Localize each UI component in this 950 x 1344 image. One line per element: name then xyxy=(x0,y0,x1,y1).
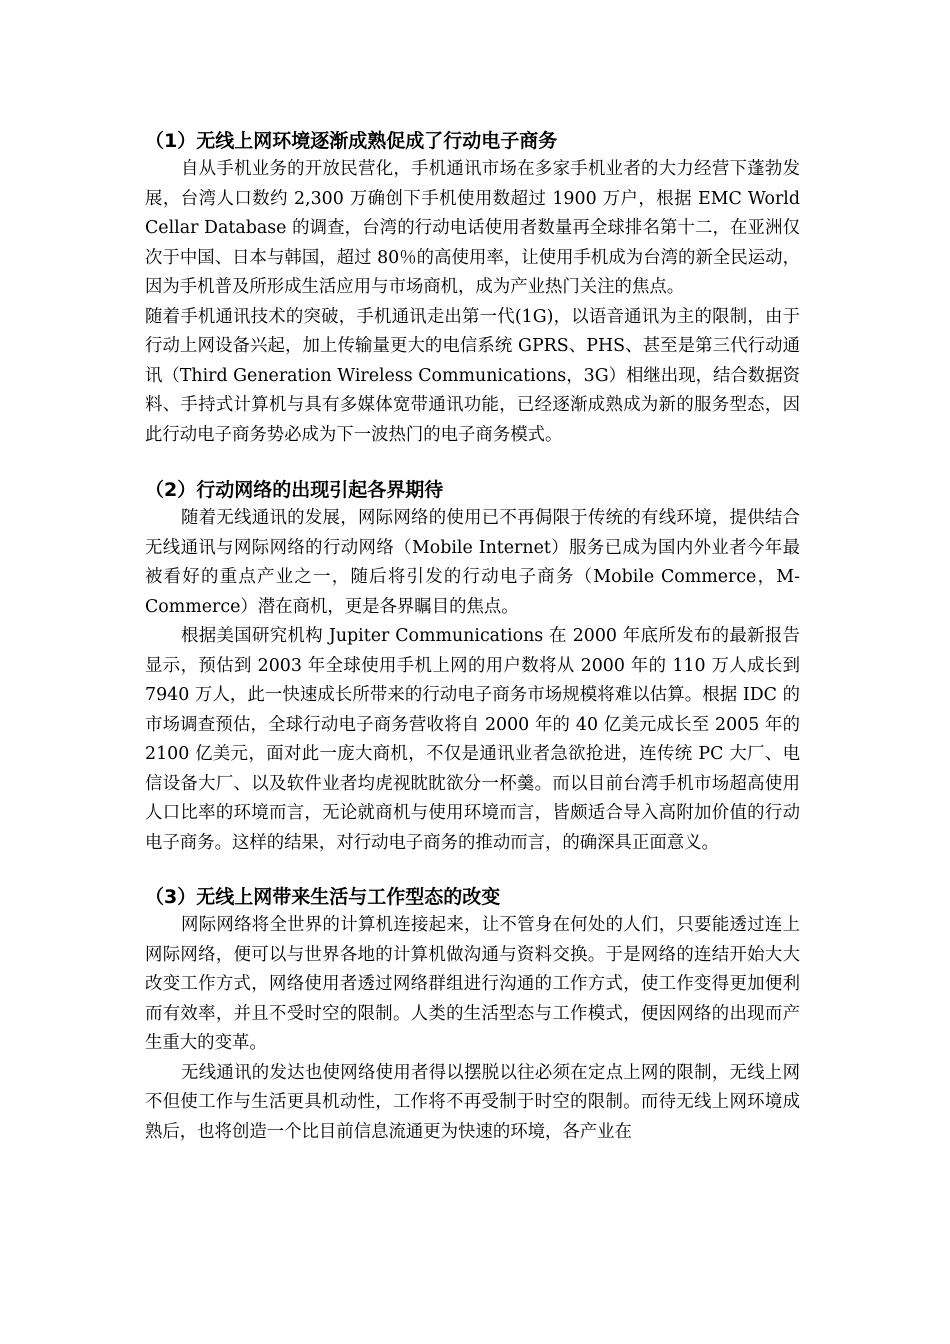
section-1-paragraph-2: 随着手机通讯技术的突破，手机通讯走出第一代(1G)，以语音通讯为主的限制，由于行动上网设备兴起，加上传输量更大的电信系统 GPRS、PHS、甚至是第三代行动通讯（Third Generation Wireless Communications，3G）相继出现，结合数据资料、手持式计算机与具有多媒体宽带通讯功能，已经逐渐成熟成为新的服务型态，因此行动电子商务势必成为下一波热门的电子商务模式。 xyxy=(145,306,800,445)
section-1-paragraph-1: 自从手机业务的开放民营化，手机通讯市场在多家手机业者的大力经营下蓬勃发展，台湾人口数约 2,300 万确创下手机使用数超过 1900 万户，根据 EMC World Cellar Database 的调查，台湾的行动电话使用者数量再全球排名第十二，在亚洲仅次于中国、日本与韩国，超过 80％的高使用率，让使用手机成为台湾的新全民运动，因为手机普及所形成生活应用与市场商机，成为产业热门关注的焦点。 xyxy=(145,159,800,297)
section-3-paragraph-2: 无线通讯的发达也使网络使用者得以摆脱以往必须在定点上网的限制，无线上网不但使工作与生活更具机动性，工作将不再受制于时空的限制。而待无线上网环境成熟后，也将创造一个比目前信息流通更为快速的环境，各产业在 xyxy=(145,1062,800,1142)
section-1-heading: （1）无线上网环境逐渐成熟促成了行动电子商务 xyxy=(145,130,558,152)
section-3-paragraph-1: 网际网络将全世界的计算机连接起来，让不管身在何处的人们，只要能透过连上网际网络，便可以与世界各地的计算机做沟通与资料交换。于是网络的连结开始大大改变工作方式，网络使用者透过网络群组进行沟通的工作方式，使工作变得更加便利而有效率，并且不受时空的限制。人类的生活型态与工作模式，便因网络的出现而产生重大的变革。 xyxy=(145,915,800,1053)
document-page xyxy=(145,127,800,1147)
section-spacer xyxy=(145,450,800,476)
section-2-heading: （2）行动网络的出现引起各界期待 xyxy=(145,479,444,501)
section-2-paragraph-2: 根据美国研究机构 Jupiter Communications 在 2000 年底所发布的最新报告显示，预估到 2003 年全球使用手机上网的用户数将从 2000 年的 110 万人成长到 7940 万人，此一快速成长所带来的行动电子商务市场规模将难以估算。根据 IDC 的市场调查预估，全球行动电子商务营收将自 2000 年的 40 亿美元成长至 2005 年的 2100 亿美元，面对此一庞大商机，不仅是通讯业者急欲抢进，连传统 PC 大厂、电信设备大厂、以及软件业者均虎视眈眈欲分一杯羹。而以目前台湾手机市场超高使用人口比率的环境而言，无论就商机与使用环境而言，皆颇适合导入高附加价值的行动电子商务。这样的结果，对行动电子商务的推动而言，的确深具正面意义。 xyxy=(145,626,800,853)
section-spacer xyxy=(145,858,800,883)
section-3-heading: （3）无线上网带来生活与工作型态的改变 xyxy=(145,886,501,908)
section-2-paragraph-1: 随着无线通讯的发展，网际网络的使用已不再侷限于传统的有线环境，提供结合无线通讯与网际网络的行动网络（Mobile Internet）服务已成为国内外业者今年最被看好的重点产业之一，随后将引发的行动电子商务（Mobile Commerce，M-Commerce）潜在商机，更是各界瞩目的焦点。 xyxy=(145,508,800,617)
